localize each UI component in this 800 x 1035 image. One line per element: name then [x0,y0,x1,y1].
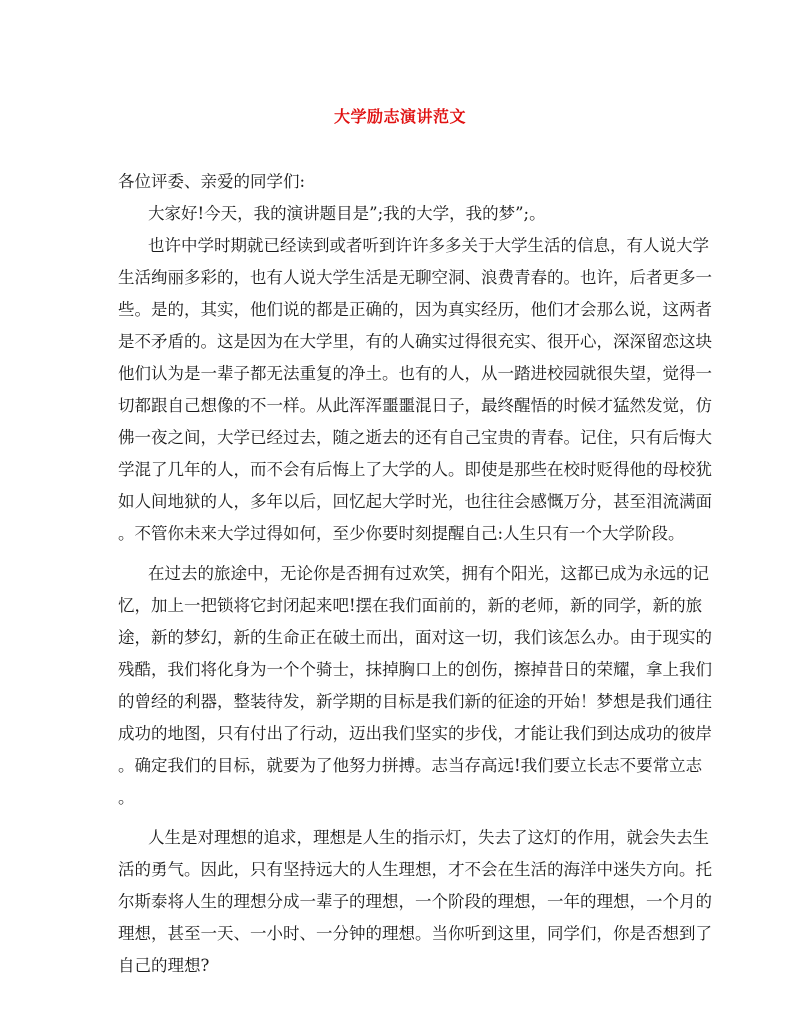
paragraph-line: 。确定我们的目标，就要为了他努力拼搏。志当存高远!我们要立长志不要常立志 [118,756,703,775]
paragraph-line: 活的勇气。因此，只有坚持远大的人生理想，才不会在生活的海洋中迷失方向。托 [118,860,712,879]
paragraph-line: 。不管你未来大学过得如何，至少你要时刻提醒自己:人生只有一个大学阶段。 [118,524,685,543]
paragraph-line: 些。是的，其实，他们说的都是正确的，因为真实经历，他们才会那么说，这两者 [118,300,712,319]
paragraph-line: 的曾经的利器，整装待发，新学期的目标是我们新的征途的开始！梦想是我们通往 [118,692,712,711]
paragraph-line: 忆，加上一把锁将它封闭起来吧!摆在我们面前的，新的老师，新的同学，新的旅 [118,596,703,615]
paragraph-line: 学混了几年的人，而不会有后悔上了大学的人。即使是那些在校时贬得他的母校犹 [118,460,712,479]
document-title: 大学励志演讲范文 [333,107,466,126]
paragraph-line: 。 [118,788,135,807]
paragraph-line: 是不矛盾的。这是因为在大学里，有的人确实过得很充实、很开心，深深留恋这块 [118,332,712,351]
paragraph-line: 也许中学时期就已经读到或者听到许许多多关于大学生活的信息，有人说大学 [148,236,709,255]
paragraph-line: 切都跟自己想像的不一样。从此浑浑噩噩混日子，最终醒悟的时候才猛然发觉，仿 [118,396,712,415]
document-body [118,166,712,982]
paragraph-line: 途，新的梦幻，新的生命正在破土而出，面对这一切，我们该怎么办。由于现实的 [118,628,712,647]
paragraph-line: 如人间地狱的人，多年以后，回忆起大学时光，也往往会感慨万分，甚至泪流满面 [118,492,712,511]
greeting-line: 大家好!今天，我的演讲题目是”;我的大学，我的梦”;。 [148,204,546,223]
paragraph-line: 在过去的旅途中，无论你是否拥有过欢笑，拥有个阳光，这都已成为永远的记 [148,564,709,583]
paragraph-line: 生活绚丽多彩的，也有人说大学生活是无聊空洞、浪费青春的。也许，后者更多一 [118,268,712,287]
paragraph-line: 残酷，我们将化身为一个个骑士，抹掉胸口上的创伤，擦掉昔日的荣耀，拿上我们 [118,660,712,679]
paragraph-line: 尔斯泰将人生的理想分成一辈子的理想，一个阶段的理想，一年的理想，一个月的 [118,892,712,911]
paragraph-line: 成功的地图，只有付出了行动，迈出我们坚实的步伐，才能让我们到达成功的彼岸 [118,724,712,743]
paragraph-line: 理想，甚至一天、一小时、一分钟的理想。当你听到这里，同学们，你是否想到了 [118,924,712,943]
paragraph-line: 自己的理想? [118,956,210,975]
paragraph-line: 佛一夜之间，大学已经过去，随之逝去的还有自己宝贵的青春。记住，只有后悔大 [118,428,712,447]
salutation-line: 各位评委、亲爱的同学们: [118,172,306,191]
paragraph-line: 他们认为是一辈子都无法重复的净土。也有的人，从一踏进校园就很失望，觉得一 [118,364,712,383]
paragraph-line: 人生是对理想的追求，理想是人生的指示灯，失去了这灯的作用，就会失去生 [148,828,709,847]
